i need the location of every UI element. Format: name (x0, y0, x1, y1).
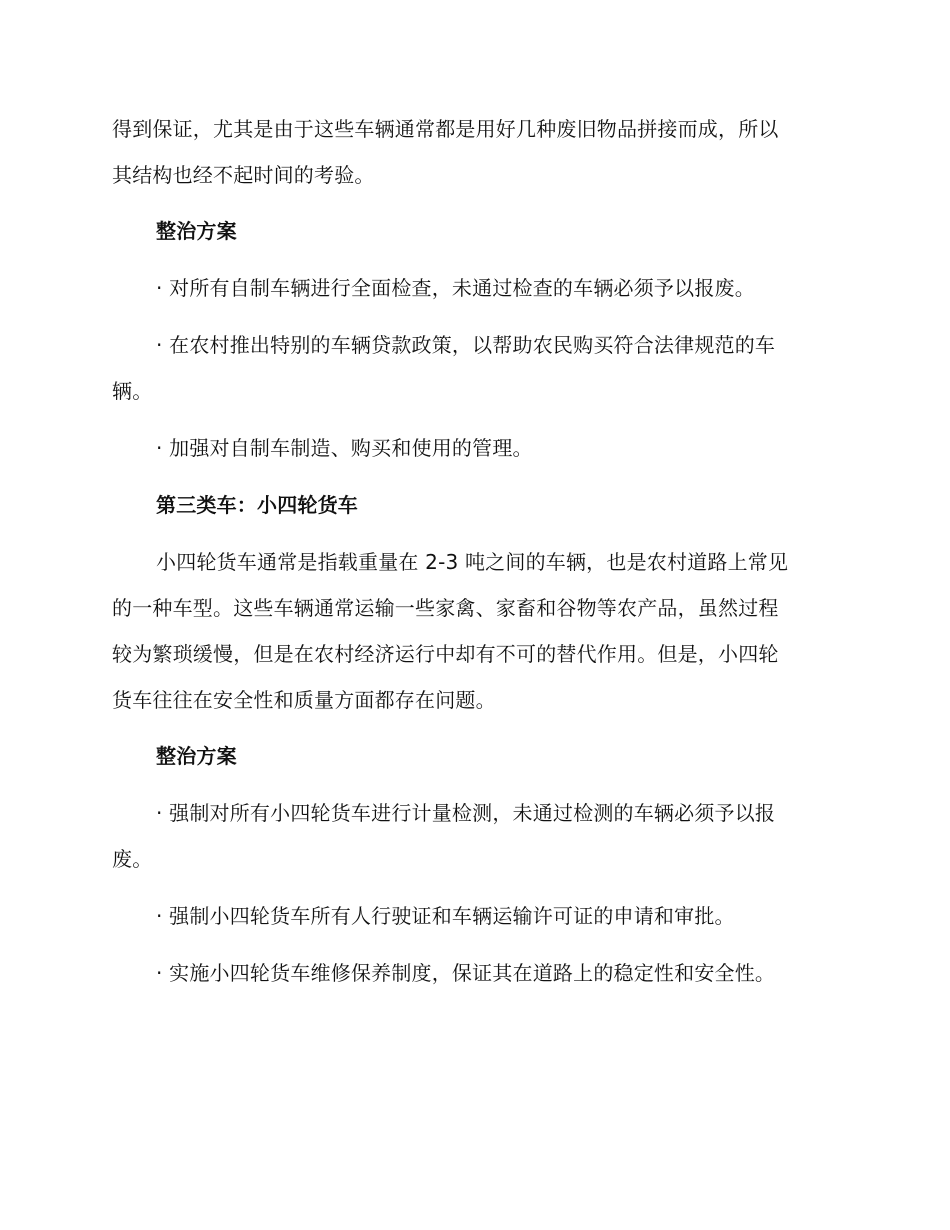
bullet-text-continuation: 废。 (112, 847, 153, 871)
bullet-text: · 强制小四轮货车所有人行驶证和车辆运输许可证的申请和审批。 (156, 904, 735, 928)
bullet-item (112, 950, 832, 996)
paragraph-line: 的一种车型。这些车辆通常运输一些家禽、家畜和谷物等农产品，虽然过程 (112, 596, 779, 620)
bullet-item (112, 893, 832, 939)
heading-text: 整治方案 (156, 744, 237, 768)
bullet-item (112, 322, 832, 414)
heading-text: 整治方案 (156, 219, 237, 243)
paragraph-line: 得到保证，尤其是由于这些车辆通常都是用好几种废旧物品拼接而成，所以 (112, 117, 779, 141)
paragraph-line: 较为繁琐缓慢，但是在农村经济运行中却有不可的替代作用。但是，小四轮 (112, 642, 779, 666)
bullet-text: · 对所有自制车辆进行全面检查，未通过检查的车辆必须予以报废。 (156, 276, 755, 300)
paragraph-line: 其结构也经不起时间的考验。 (112, 163, 375, 187)
bullet-item (112, 790, 832, 882)
bullet-text: · 在农村推出特别的车辆贷款政策，以帮助农民购买符合法律规范的车 (156, 333, 776, 357)
bullet-item (112, 265, 832, 311)
section-heading (112, 733, 832, 779)
body-paragraph (112, 539, 832, 723)
paragraph-line: 货车往往在安全性和质量方面都存在问题。 (112, 688, 496, 712)
paragraph-line: 小四轮货车通常是指载重量在 2-3 吨之间的车辆，也是农村道路上常见 (156, 550, 789, 574)
bullet-item (112, 425, 832, 471)
bullet-text: · 强制对所有小四轮货车进行计量检测，未通过检测的车辆必须予以报 (156, 801, 776, 825)
section-heading (112, 208, 832, 254)
heading-text: 第三类车：小四轮货车 (156, 493, 358, 517)
bullet-text: · 实施小四轮货车维修保养制度，保证其在道路上的稳定性和安全性。 (156, 961, 776, 985)
section-heading (112, 482, 832, 528)
bullet-text: · 加强对自制车制造、购买和使用的管理。 (156, 436, 533, 460)
intro-paragraph (112, 106, 832, 198)
bullet-text-continuation: 辆。 (112, 379, 153, 403)
